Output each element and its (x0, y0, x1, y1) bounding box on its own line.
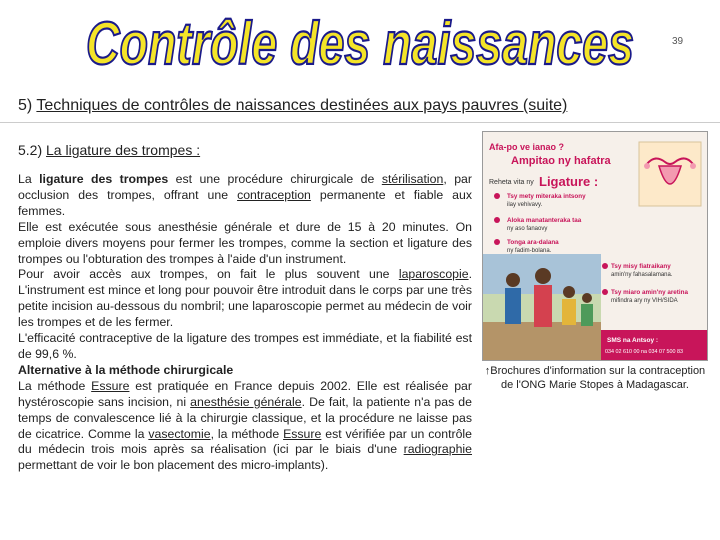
brochure-item5b: mifindra ary ny VIH/SIDA (611, 298, 678, 304)
paragraph-efficacy: L'efficacité contraceptive de la ligature des trompes est immédiate, et la fiabilité est de 99,6 %. (18, 331, 472, 361)
text-run: . De fait, la patiente n'a pas de temps de convalescence lié à la chirurgie classique, et la procédure ne laisse pas de cicatrice. Comme la (18, 394, 472, 441)
sms-label: SMS na Antsoy : (607, 337, 659, 344)
page-number: 39 (672, 36, 684, 47)
brochure-item4b: amin'ny fahasalamana. (611, 272, 673, 278)
link-sterilisation[interactable]: stérilisation (381, 172, 444, 186)
section-heading-text: Techniques de contrôles de naissances destinées aux pays pauvres (suite) (36, 97, 568, 114)
text-run: permettant de voir le bon placement des micro-implants). (18, 458, 329, 473)
text-run: La méthode (18, 378, 92, 393)
caption-text: Brochures d'information sur la contraception de l'ONG Marie Stopes à Madagascar. (490, 365, 706, 391)
alternative-heading-text: Alternative à la méthode chirurgicale (18, 362, 234, 377)
brochure-item1b: ilay vehivavy. (507, 202, 543, 208)
link-essure[interactable]: Essure (91, 378, 130, 393)
link-vasectomie[interactable]: vasectomie (148, 426, 211, 441)
body-text (18, 172, 472, 474)
brochure-item5: Tsy miaro amin'ny aretina (611, 289, 688, 296)
slide-title-text: Contrôle des naissances (86, 10, 634, 77)
text-run: est pratiquée en France depuis 2002. Elle est réalisée par hystéroscopie sans incision, ni (18, 378, 472, 409)
brochure-line3b: Ligature : (539, 174, 599, 189)
text-run: , la méthode (210, 426, 284, 441)
link-essure-2[interactable]: Essure (283, 426, 322, 441)
brochure-line3a: Reheta vita ny (489, 179, 534, 186)
brochure-item2: Aloka manatanteraka taa (507, 217, 582, 224)
section-heading-number: 5) (18, 97, 33, 114)
uterus-icon (639, 142, 701, 206)
brochure-item3: Tonga ara-dalana (507, 239, 559, 246)
text-run: La (18, 172, 40, 186)
image-caption (482, 364, 708, 392)
paragraph-definition (18, 172, 472, 220)
divider (0, 122, 720, 123)
brochure-item4: Tsy misy fiatraikany (611, 263, 671, 270)
brochure-item3b: ny fadim-bolana. (507, 248, 552, 254)
link-laparoscopie[interactable]: laparoscopie (398, 267, 469, 282)
text-run: , par occlusion des trompes, offrant une (18, 172, 472, 202)
link-radiographie[interactable]: radiographie (403, 442, 472, 457)
subsection-number: 5.2) (18, 142, 43, 158)
link-contraception[interactable]: contraception (237, 187, 311, 202)
alternative-heading (18, 363, 472, 379)
brochure-line2: Ampitao ny hafatra (511, 155, 611, 167)
text-run: est vérifiée par un contrôle du médecin trois mois après sa réalisation (ici par le biais d'une (18, 426, 473, 457)
sms-phones: 034 02 610 00 na 034 07 500 83 (605, 349, 683, 355)
family-photo (483, 254, 601, 360)
brochure-item2b: ny aso fanaovy (507, 226, 548, 232)
paragraph-essure (18, 379, 472, 474)
subsection-heading (18, 142, 200, 158)
paragraph-access (18, 267, 472, 331)
paragraph-procedure: Elle est exécutée sous anesthésie générale et dure de 15 à 20 minutes. On emploie divers moyens pour fermer les trompes, comme la section et ligature des trompes ou l'obturation des trompes à l'aide d'un instrument. (18, 219, 472, 266)
sms-strip (601, 330, 707, 360)
text-run: Pour avoir accès aux trompes, on fait le plus souvent une (18, 267, 399, 282)
text-run: est une procédure chirurgicale de (168, 172, 382, 186)
slide-title (0, 6, 720, 78)
brochure-illustration (483, 132, 707, 360)
brochure-line1: Afa-po ve ianao ? (489, 142, 565, 152)
brochure-image (482, 131, 708, 361)
link-anesthesie[interactable]: anesthésie générale (190, 394, 302, 409)
section-heading (18, 97, 708, 115)
text-run: . L'instrument est mince et long pour pouvoir être introduit dans le corps par une très petite incision au-dessous du nombril; une laparoscopie permet au médecin de voir les trompes et de les fermer. (18, 267, 472, 330)
brochure-item1: Tsy mety miteraka intsony (507, 193, 586, 200)
title-wordart (80, 6, 640, 78)
subsection-text: La ligature des trompes : (46, 142, 201, 158)
bold-term: ligature des trompes (39, 172, 169, 186)
arrow-up-icon: ↑ (484, 365, 491, 377)
text-run: permanente et fiable aux femmes. (18, 187, 472, 218)
